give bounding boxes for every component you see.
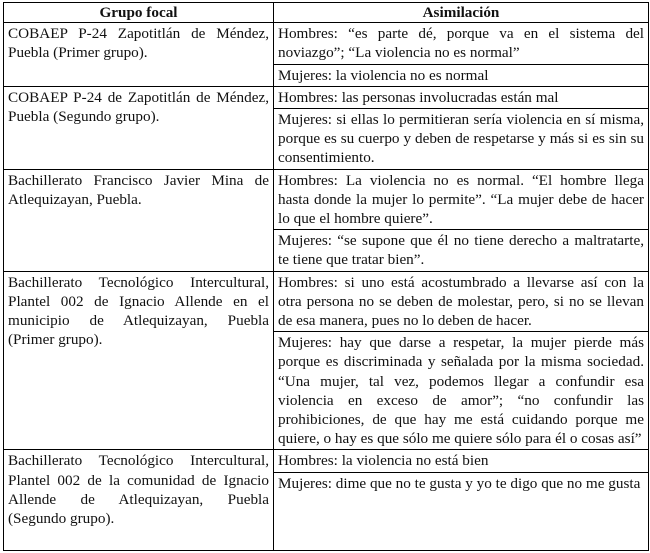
table-row <box>4 450 649 472</box>
table-row <box>4 169 649 230</box>
hombres-cell: Hombres: si uno está acostumbrado a llevarse así con la otra persona no se deben de molestar, pero, si no se llevan de esa manera, pues no lo deben de hacer. <box>274 271 649 332</box>
table-row <box>4 23 649 64</box>
hombres-cell: Hombres: las personas involucradas están mal <box>274 86 649 108</box>
header-assimilation: Asimilación <box>274 3 649 23</box>
group-cell: Bachillerato Tecnológico Intercultural, Plantel 002 de Ignacio Allende en el municipio de Atlequizayan, Puebla (Primer grupo). <box>4 271 274 450</box>
hombres-cell: Hombres: la violencia no está bien <box>274 450 649 472</box>
mujeres-cell: Mujeres: si ellas lo permitieran sería violencia en sí misma, porque es su cuerpo y deben de respetarse y más si es sin su consentimiento. <box>274 109 649 170</box>
header-group: Grupo focal <box>4 3 274 23</box>
mujeres-cell: Mujeres: dime que no te gusta y yo te digo que no me gusta <box>274 472 649 550</box>
group-cell: Bachillerato Tecnológico Intercultural, Plantel 002 de la comunidad de Ignacio Allende de Atlequizayan, Puebla (Segundo grupo). <box>4 450 274 550</box>
group-cell: COBAEP P-24 Zapotitlán de Méndez, Puebla (Primer grupo). <box>4 23 274 87</box>
mujeres-cell: Mujeres: “se supone que él no tiene derecho a maltratarte, te tiene que tratar bien”. <box>274 230 649 271</box>
group-cell: Bachillerato Francisco Javier Mina de Atlequizayan, Puebla. <box>4 169 274 271</box>
header-row <box>4 3 649 23</box>
hombres-cell: Hombres: “es parte dé, porque va en el sistema del noviazgo”; “La violencia no es normal” <box>274 23 649 64</box>
table-row <box>4 86 649 108</box>
mujeres-cell: Mujeres: la violencia no es normal <box>274 64 649 86</box>
group-cell: COBAEP P-24 de Zapotitlán de Méndez, Puebla (Segundo grupo). <box>4 86 274 169</box>
table-row <box>4 271 649 332</box>
mujeres-cell: Mujeres: hay que darse a respetar, la mujer pierde más porque es discriminada y señalada por la misma sociedad. “Una mujer, tal vez, podemos llegar a confundir esa violencia en exceso de amor”; “no confundir las prohibiciones, de que hay me está cuidando porque me quiere, o hay es que sólo me quiere sólo para él o cosas así” <box>274 332 649 450</box>
hombres-cell: Hombres: La violencia no es normal. “El hombre llega hasta donde la mujer lo permite”. “La mujer debe de hacer lo que el hombre quiere”. <box>274 169 649 230</box>
focus-group-table <box>3 2 649 551</box>
